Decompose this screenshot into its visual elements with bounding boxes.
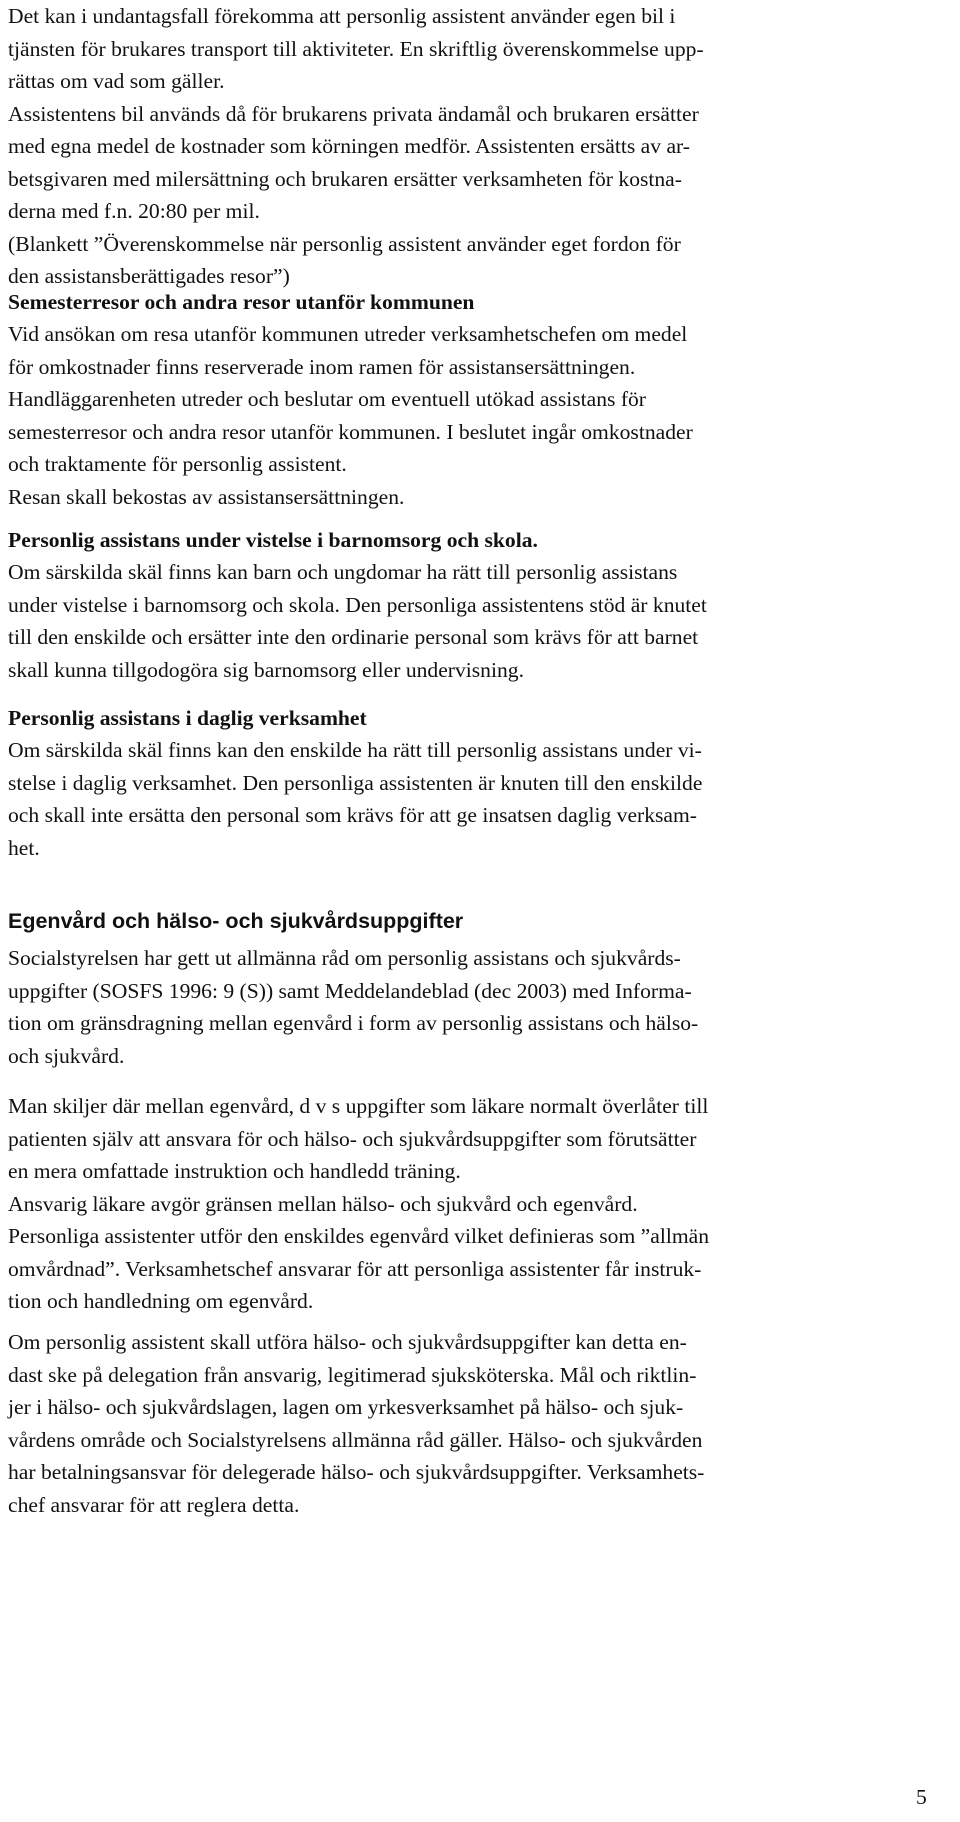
- paragraph-daily-activity: Om särskilda skäl finns kan den enskilde ha rätt till personlig assistans under vi- stelse i daglig verksamhet. Den personliga assistenten är knuten till den enskilde och skall inte ersätta den personal som krävs för att ge insatsen daglig verksam- het.: [8, 738, 703, 860]
- heading-childcare-school: Personlig assistans under vistelse i barnomsorg och skola.: [8, 528, 538, 552]
- paragraph-childcare-school: Om särskilda skäl finns kan barn och ungdomar ha rätt till personlig assistans under vistelse i barnomsorg och skola. Den personliga assistentens stöd är knutet till den enskilde och ersätter inte den ordinarie personal som krävs för att barnet skall kunna tillgodogöra sig barnomsorg eller undervisning.: [8, 560, 707, 682]
- heading-self-care-health: Egenvård och hälso- och sjukvårdsuppgifter: [8, 909, 464, 933]
- heading-holiday-trips: Semesterresor och andra resor utanför kommunen: [8, 290, 475, 314]
- paragraph-holiday-trips: Vid ansökan om resa utanför kommunen utreder verksamhetschefen om medel för omkostnader finns reserverade inom ramen för assistansersättningen. Handläggarenheten utreder och beslutar om eventuell utökad assistans för semesterresor och andra resor utanför kommunen. I beslutet ingår omkostnader och traktamente för personlig assistent. Resan skall bekostas av assistansersättningen.: [8, 322, 693, 509]
- paragraph-car-use: Det kan i undantagsfall förekomma att personlig assistent använder egen bil i tjänsten för brukares transport till aktiviteter. En skriftlig överenskommelse upp- rättas om vad som gäller. Assistentens bil används då för brukarens privata ändamål och brukaren ersätter med egna medel de kostnader som körningen medför. Assistenten ersätts av ar- betsgivaren med milersättning och brukaren ersätter verksamheten för kostna- derna med f.n. 20:80 per mil. (Blankett ”Överenskommelse när personlig assistent använder eget fordon för den assistansberättigades resor”): [8, 4, 704, 288]
- paragraph-delegation: Om personlig assistent skall utföra hälso- och sjukvårdsuppgifter kan detta en- dast ske på delegation från ansvarig, legitimerad sjuksköterska. Mål och riktlin- jer i hälso- och sjukvårdslagen, lagen om yrkesverksamhet på hälso- och sjuk- vårdens område och Socialstyrelsens allmänna råd gäller. Hälso- och sjukvården har betalningsansvar för delegerade hälso- och sjukvårdsuppgifter. Verksamhets- chef ansvarar för att reglera detta.: [8, 1330, 705, 1517]
- paragraph-self-care: Man skiljer där mellan egenvård, d v s uppgifter som läkare normalt överlåter till patienten själv att ansvara för och hälso- och sjukvårdsuppgifter som förutsätter en mera omfattade instruktion och handledd träning. Ansvarig läkare avgör gränsen mellan hälso- och sjukvård och egenvård. Personliga assistenter utför den enskildes egenvård vilket definieras som ”allmän omvårdnad”. Verksamhetschef ansvarar för att personliga assistenter får instruk- tion och handledning om egenvård.: [8, 1094, 709, 1313]
- paragraph-socialstyrelsen: Socialstyrelsen har gett ut allmänna råd om personlig assistans och sjukvårds- uppgifter (SOSFS 1996: 9 (S)) samt Meddelandeblad (dec 2003) med Informa- tion om gränsdragning mellan egenvård i form av personlig assistans och hälso- och sjukvård.: [8, 946, 699, 1068]
- heading-daily-activity: Personlig assistans i daglig verksamhet: [8, 706, 367, 730]
- page-number: 5: [916, 1785, 927, 1809]
